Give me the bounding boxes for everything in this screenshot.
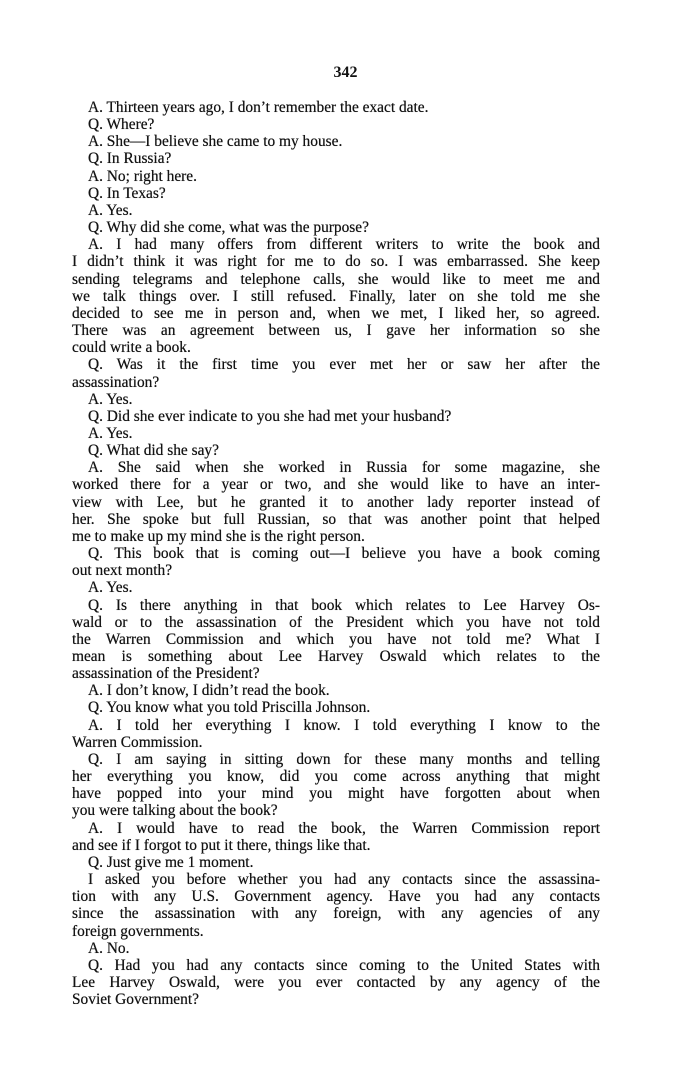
- text-line: A. I would have to read the book, the Warren Commission report: [88, 819, 600, 837]
- text-line: we talk things over. I still refused. Finally, later on she told me she: [72, 287, 600, 305]
- text-line: me to make up my mind she is the right person.: [72, 527, 365, 545]
- text-line: sending telegrams and telephone calls, she would like to meet me and: [72, 270, 600, 288]
- text-line: Q. Was it the first time you ever met her or saw her after the: [88, 356, 600, 374]
- text-line: have popped into your mind you might have forgotten about when: [72, 785, 600, 803]
- transcript-paragraph: [72, 133, 600, 150]
- text-line: Q. You know what you told Priscilla Johnson.: [88, 699, 371, 717]
- transcript-paragraph: [72, 545, 600, 579]
- text-line: Lee Harvey Oswald, were you ever contacted by any agency of the: [72, 973, 600, 991]
- text-line: tion with any U.S. Government agency. Have you had any contacts: [72, 888, 600, 906]
- text-line: Soviet Government?: [72, 991, 199, 1009]
- transcript-paragraph: [72, 682, 600, 699]
- text-line: I didn’t think it was right for me to do so. I was embarrassed. She keep: [72, 253, 600, 271]
- text-line: Q. Where?: [88, 116, 155, 134]
- text-line: I asked you before whether you had any contacts since the assassina-: [88, 871, 600, 889]
- transcript-paragraph: [72, 579, 600, 596]
- transcript-paragraph: [72, 202, 600, 219]
- text-line: There was an agreement between us, I gave her information so she: [72, 322, 600, 340]
- transcript-paragraph: [72, 236, 600, 356]
- transcript-paragraph: [72, 425, 600, 442]
- transcript-paragraph: [72, 597, 600, 683]
- text-line: Q. Is there anything in that book which relates to Lee Harvey Os-: [88, 596, 600, 614]
- text-line: her everything you know, did you come across anything that might: [72, 768, 600, 786]
- text-line: Q. What did she say?: [88, 442, 219, 460]
- text-line: could write a book.: [72, 339, 191, 357]
- transcript-paragraph: [72, 150, 600, 167]
- transcript-paragraph: [72, 116, 600, 133]
- text-line: Q. Had you had any contacts since coming to the United States with: [88, 956, 600, 974]
- text-line: assassination?: [72, 373, 160, 391]
- text-line: mean is something about Lee Harvey Oswald which relates to the: [72, 648, 600, 665]
- transcript-paragraph: [72, 854, 600, 871]
- text-line: A. She said when she worked in Russia for some magazine, she: [88, 459, 600, 477]
- text-line: assassination of the President?: [72, 665, 260, 683]
- text-line: A. Yes.: [88, 390, 133, 408]
- transcript-paragraph: [72, 356, 600, 390]
- text-line: foreign governments.: [72, 922, 204, 940]
- transcript-paragraph: [72, 957, 600, 1008]
- page-number: 342: [333, 64, 358, 81]
- text-line: A. I told her everything I know. I told everything I know to the: [88, 716, 600, 734]
- text-line: A. No.: [88, 939, 130, 957]
- transcript-paragraph: [72, 168, 600, 185]
- transcript-paragraph: [72, 391, 600, 408]
- transcript-body: [72, 99, 600, 1008]
- text-line: decided to see me in person and, when we met, I liked her, so agreed.: [72, 304, 600, 322]
- transcript-paragraph: [72, 940, 600, 957]
- text-line: since the assassination with any foreign, with any agencies of any: [72, 905, 600, 923]
- transcript-paragraph: [72, 717, 600, 751]
- text-line: Q. In Russia?: [88, 150, 172, 168]
- transcript-paragraph: [72, 751, 600, 820]
- text-line: and see if I forgot to put it there, things like that.: [72, 836, 371, 854]
- text-line: A. Yes.: [88, 579, 133, 597]
- transcript-paragraph: [72, 820, 600, 854]
- text-line: A. No; right here.: [88, 167, 197, 185]
- text-line: Q. Did she ever indicate to you she had met your husband?: [88, 407, 452, 425]
- text-line: Q. Just give me 1 moment.: [88, 853, 254, 871]
- text-line: Q. In Texas?: [88, 184, 166, 202]
- text-line: her. She spoke but full Russian, so that was another point that helped: [72, 510, 600, 528]
- transcript-paragraph: [72, 459, 600, 545]
- text-line: A. Yes.: [88, 424, 133, 442]
- transcript-paragraph: [72, 699, 600, 716]
- transcript-paragraph: [72, 408, 600, 425]
- transcript-paragraph: [72, 442, 600, 459]
- text-line: A. Thirteen years ago, I don’t remember the exact date.: [88, 99, 429, 116]
- text-line: the Warren Commission and which you have not told me? What I: [72, 630, 600, 648]
- text-line: view with Lee, but he granted it to another lady reporter instead of: [72, 493, 600, 511]
- transcript-paragraph: [72, 99, 600, 116]
- text-line: A. I don’t know, I didn’t read the book.: [88, 682, 330, 700]
- text-line: A. I had many offers from different writers to write the book and: [88, 236, 600, 254]
- transcript-paragraph: [72, 871, 600, 940]
- transcript-paragraph: [72, 219, 600, 236]
- text-line: Q. This book that is coming out—I believe you have a book coming: [88, 545, 600, 563]
- transcript-paragraph: [72, 185, 600, 202]
- text-line: out next month?: [72, 562, 173, 580]
- text-line: Warren Commission.: [72, 733, 203, 751]
- text-line: worked there for a year or two, and she would like to have an inter-: [72, 476, 600, 494]
- text-line: you were talking about the book?: [72, 802, 278, 820]
- text-line: Q. Why did she come, what was the purpose?: [88, 219, 369, 237]
- text-line: A. Yes.: [88, 201, 133, 219]
- text-line: A. She—I believe she came to my house.: [88, 133, 343, 151]
- text-line: wald or to the assassination of the President which you have not told: [72, 613, 600, 631]
- text-line: Q. I am saying in sitting down for these many months and telling: [88, 750, 600, 768]
